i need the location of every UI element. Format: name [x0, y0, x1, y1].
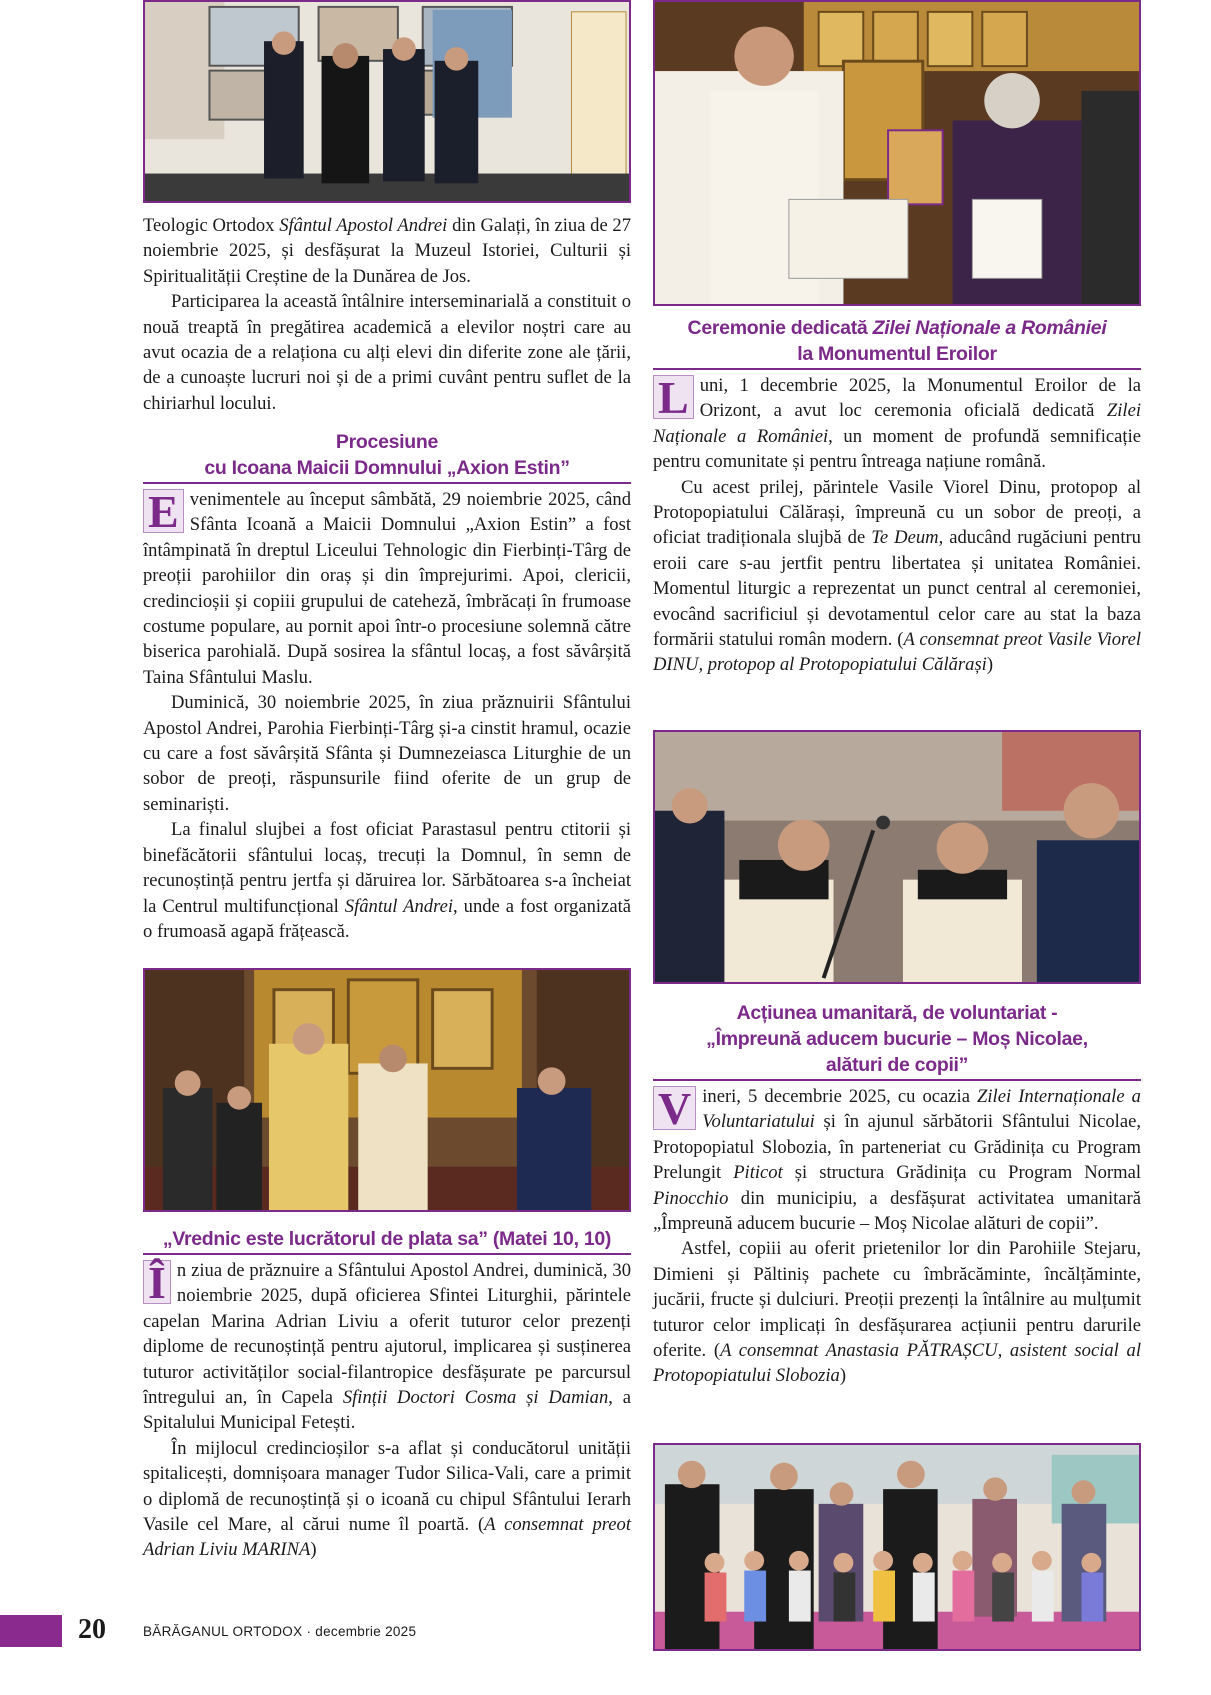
section-procesiune	[143, 429, 631, 944]
section-title: „Vrednic este lucrătorul de plata sa” (Matei 10, 10)	[162, 1228, 612, 1250]
intro-paragraph-1: Teologic Ortodox Sfântul Apostol Andrei din Galați, în ziua de 27 noiembrie 2025, și desfășurat la Muzeul Istoriei, Culturii și Spiritualității Creștine de la Dunărea de Jos.	[143, 215, 632, 287]
paragraph: E venimentele au început sâmbătă, 29 noiembrie 2025, când Sfânta Icoană a Maicii Domnului „Axion Estin” a fost întâmpinată în dreptul Liceului Tehnologic din Fierbinți-Târg de preoții parohiilor din oraș și din împrejurimi. Apoi, clericii, credincioșii și copiii grupului de cateheză, îmbrăcați în frumoase costume populare, au pornit apoi într-o procesiune solemnă către biserica parohială. După sosirea la sfântul locaș, a fost săvârșită Taina Sfântului Maslu.	[143, 486, 631, 688]
paragraph: L uni, 1 decembrie 2025, la Monumentul Eroilor de la Orizont, a avut loc ceremonia oficială dedicată Zilei Naționale a României, un moment de profundă semnificație pentru comunitate și pentru întreaga națiune română.	[653, 372, 1141, 473]
intro-paragraph-2: Participarea la această întâlnire interseminarială a constituit o nouă treaptă în pregătirea academică a elevilor noștri care au avut ocazia de a relaționa cu alți elevi din diferite zone ale țării, de a cunoaște lucruri noi și de a primi cuvânt pentru suflet de la chiriarhul locului.	[143, 291, 631, 414]
paragraph: În mijlocul credincioșilor s-a aflat și conducătorul unității spitalicești, domnișoara manager Tudor Silica-Vali, care a primit o diplomă de recunoștință și o icoană cu chipul Sfântului Ierarh Vasile cel Mare, al cărui nume îl poartă. (A consemnat preot Adrian Liviu MARINA)	[143, 1437, 631, 1561]
drop-cap: Î	[143, 1260, 171, 1304]
photo-monument-ceremony	[653, 730, 1141, 984]
paragraph: V ineri, 5 decembrie 2025, cu ocazia Zilei Internaționale a Voluntariatului și în ajunul sărbătorii Sfântului Nicolae, Protopopiatul Slobozia, în parteneriat cu Grădinița cu Program Prelungit Piticot și structura Grădinița cu Program Normal Pinocchio din municipiu, a desfășurat activitatea umanitară „Împreună aducem bucurie – Moș Nicolae alături de copii”.	[653, 1083, 1141, 1235]
photo-kindergarten-children	[653, 1443, 1141, 1651]
drop-cap: L	[653, 375, 694, 419]
title-divider	[653, 368, 1141, 370]
section-title: Ceremonie dedicată Zilei Naționale a României la Monumentul Eroilor	[687, 317, 1107, 365]
photo-icon-gift	[653, 0, 1141, 306]
footer-accent-bar	[0, 1615, 62, 1647]
drop-cap: V	[653, 1086, 696, 1130]
paragraph: Cu acest prilej, părintele Vasile Viorel Dinu, protopop al Protopopiatului Călărași, împreună cu un sobor de preoți, a oficiat tradiționala slujbă de Te Deum, aducând rugăciuni pentru eroii care s-au jertfit pentru libertatea și unitatea României. Momentul liturgic a reprezentat un punct central al ceremoniei, evocând sacrificiul și devotamentul celor care au stat la baza formării statului român modern. (A consemnat preot Vasile Viorel DINU, protopop al Protopopiatului Călărași)	[653, 476, 1142, 676]
section-ceremonie	[653, 315, 1141, 678]
paragraph: La finalul slujbei a fost oficiat Parastasul pentru ctitorii și binefăcătorii sfântului locaș, trecuți la Domnul, în semn de recunoștință pentru jertfa și dăruirea lor. Sărbătoarea s-a încheiat la Centrul multifuncțional Sfântul Andrei, unde a fost organizată o frumoasă agapă frățească.	[143, 819, 631, 942]
drop-cap: E	[143, 489, 184, 533]
footer-publication: BĂRĂGANUL ORTODOX · decembrie 2025	[143, 1624, 417, 1639]
section-vrednic	[143, 1226, 631, 1563]
title-divider	[143, 482, 631, 484]
paragraph: Î n ziua de prăznuire a Sfântului Apostol Andrei, duminică, 30 noiembrie 2025, după oficierea Sfintei Liturghii, părintele capelan Marina Adrian Liviu a oferit tuturor celor prezenți diplome de recunoștință pentru ajutorul, implicarea și susținerea tuturor activităților social-filantropice desfășurate pe parcursul întregului an, în Capela Sfinții Doctori Cosma și Damian, a Spitalului Municipal Fetești.	[143, 1257, 631, 1434]
photo-church-liturgy	[143, 968, 631, 1212]
page-number: 20	[78, 1614, 106, 1645]
section-title: Procesiune cu Icoana Maicii Domnului „Axion Estin”	[204, 431, 570, 479]
paragraph: Astfel, copiii au oferit prietenilor lor din Parohiile Stejaru, Dimieni și Păltiniș pachete cu îmbrăcăminte, încălțăminte, jucării, fructe și dulciuri. Preoții prezenți la întâlnire au mulțumit tuturor celor implicați în desfășurarea acțiunii pentru darurile oferite. (A consemnat Anastasia PĂTRAȘCU, asistent social al Protopopiatului Slobozia)	[653, 1238, 1141, 1387]
section-title: Acțiunea umanitară, de voluntariat - „Împreună aducem bucurie – Moș Nicolae, alături de copii”	[706, 1002, 1088, 1076]
title-divider	[143, 1253, 631, 1255]
section-voluntariat	[653, 1000, 1141, 1389]
intro-text	[143, 213, 631, 416]
paragraph: Duminică, 30 noiembrie 2025, în ziua prăznuirii Sfântului Apostol Andrei, Parohia Fierbinți-Târg și-a cinstit hramul, ocazie cu care a fost săvârșită Sfânta și Dumnezeiasca Liturghie de un sobor de preoți, răspunsurile fiind oferite de un grup de seminariști.	[143, 692, 631, 815]
title-divider	[653, 1079, 1141, 1081]
photo-seminarists-museum	[143, 0, 631, 203]
